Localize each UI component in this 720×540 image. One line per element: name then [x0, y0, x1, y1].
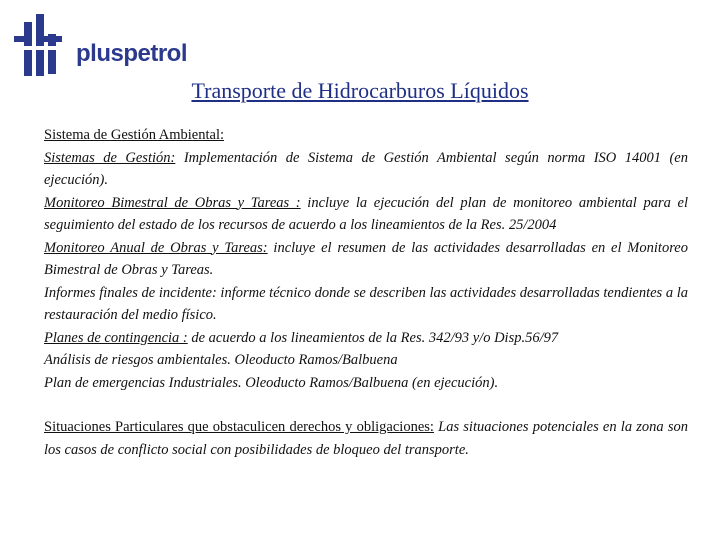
list-item — [44, 327, 688, 350]
list-item — [44, 192, 688, 237]
item-text: Análisis de riesgos ambientales. Oleoducto Ramos/Balbuena — [44, 352, 398, 368]
item-label: Planes de contingencia : — [44, 329, 188, 346]
item-label: Sistemas de Gestión: — [44, 149, 176, 166]
list-item — [44, 349, 688, 372]
item-text: Informes finales de incidente: informe técnico donde se describen las actividades desarrolladas tendientes a la restauración del medio físico. — [44, 284, 688, 323]
list-item — [44, 282, 688, 327]
item-text: de acuerdo a los lineamientos de la Res. 342/93 y/o Disp.56/97 — [187, 329, 559, 346]
spacer — [44, 394, 688, 416]
section-paragraph — [44, 416, 688, 461]
list-item — [44, 372, 688, 395]
item-text: Plan de emergencias Industriales. Oleoducto Ramos/Balbuena (en ejecución). — [44, 374, 499, 391]
section-heading: Situaciones Particulares que obstaculicen derechos y obligaciones: — [44, 419, 434, 435]
logo-wordmark: pluspetrol — [76, 40, 188, 67]
item-label: Monitoreo Bimestral de Obras y Tareas : — [44, 194, 301, 211]
section-heading: Sistema de Gestión Ambiental: — [44, 127, 225, 143]
pluspetrol-logo-icon — [14, 12, 64, 78]
item-text: Implementación de Sistema de Gestión Ambiental según norma ISO 14001 (en ejecución). — [44, 149, 688, 188]
item-label: Monitoreo Anual de Obras y Tareas: — [44, 239, 268, 256]
list-item — [44, 237, 688, 282]
document-body — [44, 124, 688, 461]
section-text: Las situaciones potenciales en la zona son los casos de conflicto social con posibilidades de bloqueo del transporte. — [44, 419, 688, 458]
page-title: Transporte de Hidrocarburos Líquidos — [191, 78, 529, 103]
item-text: incluye la ejecución del plan de monitoreo ambiental para el seguimiento del estado de los recursos de acuerdo a los lineamientos de la Res. 25/2004 — [44, 194, 689, 233]
item-text: incluye el resumen de las actividades desarrolladas en el Monitoreo Bimestral de Obras y Tareas. — [44, 239, 688, 278]
list-item — [44, 147, 688, 192]
